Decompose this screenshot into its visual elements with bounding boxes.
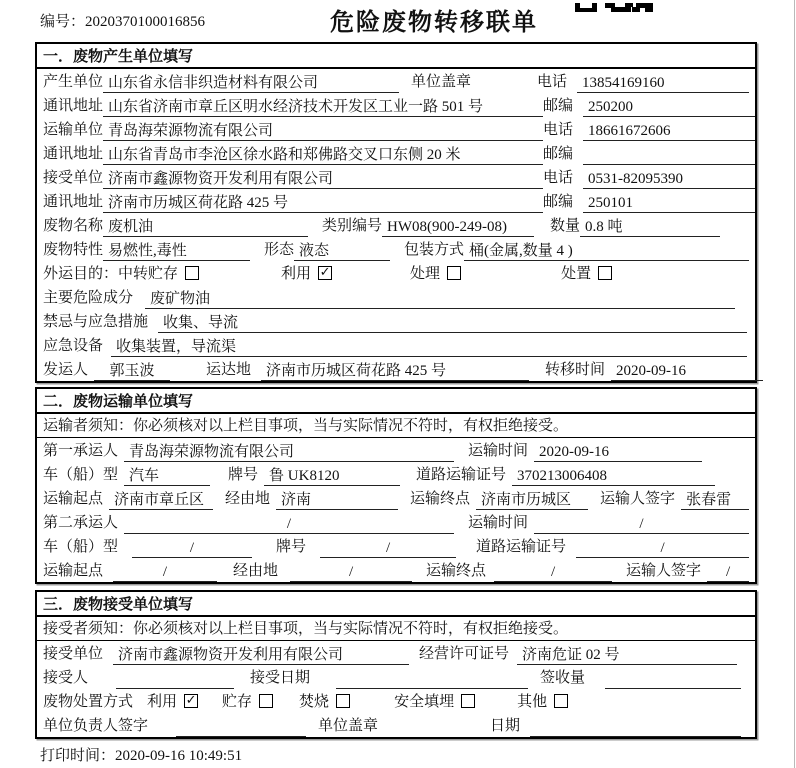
waste-character-row <box>37 237 755 261</box>
print-time <box>40 744 242 765</box>
quantity-label: 数量 <box>550 218 581 234</box>
second-vehicle-row <box>37 534 755 558</box>
via-value: / <box>290 562 412 582</box>
page-edge-divider <box>794 0 795 768</box>
purpose-option-treat <box>410 262 461 285</box>
checkbox-checked-icon: ✓ <box>185 692 197 708</box>
transport-end-label: 运输终点 <box>410 491 471 507</box>
received-amount-label: 签收量 <box>540 670 586 686</box>
transfer-time-label: 转移时间 <box>545 362 606 378</box>
purpose-option-transfer-storage <box>118 262 199 285</box>
leader-sign-row <box>37 713 755 737</box>
plate-number-value: / <box>320 538 456 558</box>
section-receiver <box>35 590 757 739</box>
transporter-row <box>37 117 755 141</box>
permit-number-value: 济南危证 02 号 <box>517 645 737 665</box>
packing-value: 桶(金属,数量 4 ) <box>464 241 749 261</box>
transporter-sign-label: 运输人签字 <box>600 491 676 507</box>
road-license-value: / <box>576 538 749 558</box>
date-label: 日期 <box>490 718 521 734</box>
road-license-value: 370213006408 <box>512 466 715 486</box>
transport-purpose-row <box>37 261 755 285</box>
accept-date-value <box>336 669 528 689</box>
transport-purpose-label: 外运目的： <box>43 266 119 282</box>
disposal-option-utilize <box>147 690 198 713</box>
producer-row <box>37 69 755 93</box>
address-label: 通讯地址 <box>43 194 104 210</box>
disposal-method-label: 废物处置方式 <box>43 694 134 710</box>
phone-label: 电话 <box>543 122 574 138</box>
category-code-value: HW08(900-249-08) <box>382 217 534 237</box>
transport-origin-value: 济南市章丘区 <box>109 490 213 510</box>
address-label: 通讯地址 <box>43 98 104 114</box>
disposal-option-landfill <box>394 690 475 713</box>
leader-sign-label: 单位负责人签字 <box>43 718 149 734</box>
transport-end-label: 运输终点 <box>426 563 487 579</box>
doc-number <box>40 10 205 31</box>
second-route-row <box>37 558 755 582</box>
accept-unit-row <box>37 641 755 665</box>
transporter-unit-value: 青岛海荣源物流有限公司 <box>103 121 543 141</box>
vehicle-type-label: 车（船）型 <box>43 467 119 483</box>
first-carrier-row <box>37 438 755 462</box>
transport-end-value: / <box>494 562 612 582</box>
receiver-unit-label: 接受单位 <box>43 170 104 186</box>
first-carrier-value: 青岛海荣源物流有限公司 <box>124 442 454 462</box>
transporter-unit-label: 运输单位 <box>43 122 104 138</box>
transporter-zip-value <box>583 145 755 165</box>
emergency-equipment-label: 应急设备 <box>43 338 104 354</box>
second-carrier-value: / <box>124 514 454 534</box>
date-value <box>530 717 741 737</box>
zip-label: 邮编 <box>543 146 574 162</box>
consignor-row <box>37 357 755 381</box>
acceptor-row <box>37 665 755 689</box>
receiver-unit-value: 济南市鑫源物资开发利用有限公司 <box>103 169 543 189</box>
taboo-measures-row <box>37 309 755 333</box>
doc-number-label: 编号： <box>40 14 86 30</box>
transporter-notice: 运输者须知：你必须核对以上栏目事项，当与实际情况不符时，有权拒绝接受。 <box>37 414 755 438</box>
transporter-sign-value: 张春雷 <box>681 490 749 510</box>
checkbox-icon <box>447 266 461 280</box>
emergency-equipment-value: 收集装置，导流渠 <box>111 337 747 357</box>
form-label: 形态 <box>264 242 295 258</box>
producer-unit-value: 山东省永信非织造材料有限公司 <box>103 73 399 93</box>
checkbox-icon <box>598 266 612 280</box>
acceptor-value <box>116 669 234 689</box>
transfer-time-value: 2020-09-16 <box>611 361 763 381</box>
plate-number-value: 鲁 UK8120 <box>264 466 400 486</box>
section-transporter <box>35 387 757 584</box>
qr-code-fragment-icon <box>575 0 653 9</box>
transporter-address-row <box>37 141 755 165</box>
producer-address-row <box>37 93 755 117</box>
acceptor-label: 接受人 <box>43 670 89 686</box>
leader-sign-value <box>176 717 306 737</box>
zip-label: 邮编 <box>543 194 574 210</box>
road-license-label: 道路运输证号 <box>476 539 567 555</box>
transporter-address-value: 山东省青岛市李沧区徐水路和郑佛路交叉口东侧 20 米 <box>103 145 543 165</box>
phone-label: 电话 <box>543 170 574 186</box>
second-carrier-label: 第二承运人 <box>43 515 119 531</box>
print-time-label: 打印时间： <box>40 748 116 764</box>
first-route-row <box>37 486 755 510</box>
consignor-label: 发运人 <box>43 362 89 378</box>
taboo-measures-label: 禁忌与应急措施 <box>43 314 149 330</box>
phone-label: 电话 <box>537 74 568 90</box>
transport-time-label: 运输时间 <box>468 443 529 459</box>
transport-origin-value: / <box>113 562 217 582</box>
purpose-option-label: 中转贮存 <box>118 266 179 282</box>
transporter-sign-value: / <box>707 562 749 582</box>
purpose-option-dispose <box>561 262 612 285</box>
disposal-option-label: 焚烧 <box>299 694 330 710</box>
accept-unit-label: 接受单位 <box>43 646 104 662</box>
hazard-component-label: 主要危险成分 <box>43 290 134 306</box>
transporter-sign-label: 运输人签字 <box>626 563 702 579</box>
receiver-phone-value: 0531-82095390 <box>583 169 755 189</box>
unit-seal-label: 单位盖章 <box>318 718 379 734</box>
producer-phone-value: 13854169160 <box>577 73 749 93</box>
purpose-option-label: 利用 <box>281 266 312 282</box>
via-label: 经由地 <box>233 563 279 579</box>
via-value: 济南 <box>276 490 398 510</box>
producer-unit-label: 产生单位 <box>43 74 104 90</box>
form-value: 液态 <box>294 241 390 261</box>
transport-end-value: 济南市历城区 <box>476 490 588 510</box>
waste-character-value: 易燃性,毒性 <box>103 241 250 261</box>
zip-label: 邮编 <box>543 98 574 114</box>
disposal-option-incinerate <box>299 690 350 713</box>
vehicle-type-value: / <box>132 538 252 558</box>
category-code-label: 类别编号 <box>322 218 383 234</box>
producer-address-value: 山东省济南市章丘区明水经济技术开发区工业一路 501 号 <box>103 97 543 117</box>
accept-unit-value: 济南市鑫源物资开发利用有限公司 <box>113 645 409 665</box>
packing-label: 包装方式 <box>404 242 465 258</box>
receiver-address-row <box>37 189 755 213</box>
plate-number-label: 牌号 <box>228 467 259 483</box>
section-producer <box>35 42 757 383</box>
taboo-measures-value: 收集、导流 <box>158 313 747 333</box>
disposal-option-label: 贮存 <box>222 694 253 710</box>
checkbox-icon <box>336 694 350 708</box>
disposal-option-storage <box>222 690 273 713</box>
page-title: 危险废物转移联单 <box>330 9 538 36</box>
checkbox-icon <box>554 694 568 708</box>
accept-date-label: 接受日期 <box>250 670 311 686</box>
section-receiver-title: 三．废物接受单位填写 <box>37 592 755 617</box>
producer-zip-value: 250200 <box>583 97 755 117</box>
receiver-notice: 接受者须知：你必须核对以上栏目事项，当与实际情况不符时，有权拒绝接受。 <box>37 617 755 641</box>
disposal-option-label: 利用 <box>147 694 178 710</box>
hazard-component-value: 废矿物油 <box>145 289 735 309</box>
checkbox-icon <box>185 266 199 280</box>
hazard-component-row <box>37 285 755 309</box>
via-label: 经由地 <box>225 491 271 507</box>
unit-seal-label: 单位盖章 <box>411 74 472 90</box>
receiver-row <box>37 165 755 189</box>
quantity-value: 0.8 吨 <box>580 217 720 237</box>
first-vehicle-row <box>37 462 755 486</box>
received-amount-value <box>605 669 741 689</box>
section-producer-title: 一．废物产生单位填写 <box>37 44 755 69</box>
destination-value: 济南市历城区荷花路 425 号 <box>261 361 529 381</box>
disposal-method-row <box>37 689 755 713</box>
checkbox-checked-icon: ✓ <box>319 264 331 280</box>
transporter-phone-value: 18661672606 <box>583 121 755 141</box>
transport-origin-label: 运输起点 <box>43 563 104 579</box>
waste-character-label: 废物特性 <box>43 242 104 258</box>
first-transport-time-value: 2020-09-16 <box>534 442 702 462</box>
plate-number-label: 牌号 <box>276 539 307 555</box>
permit-number-label: 经营许可证号 <box>419 646 510 662</box>
destination-label: 运达地 <box>206 362 252 378</box>
vehicle-type-value: 汽车 <box>124 466 210 486</box>
checkbox-icon <box>461 694 475 708</box>
disposal-option-other <box>517 690 568 713</box>
checkbox-icon <box>259 694 273 708</box>
waste-name-row <box>37 213 755 237</box>
road-license-label: 道路运输证号 <box>416 467 507 483</box>
emergency-equipment-row <box>37 333 755 357</box>
section-transporter-title: 二．废物运输单位填写 <box>37 389 755 414</box>
transport-origin-label: 运输起点 <box>43 491 104 507</box>
consignor-value: 郭玉波 <box>94 361 170 381</box>
first-carrier-label: 第一承运人 <box>43 443 119 459</box>
print-time-value: 2020-09-16 10:49:51 <box>115 748 243 764</box>
second-carrier-row <box>37 510 755 534</box>
waste-name-label: 废物名称 <box>43 218 104 234</box>
purpose-option-label: 处理 <box>410 266 441 282</box>
address-label: 通讯地址 <box>43 146 104 162</box>
disposal-option-label: 其他 <box>517 694 548 710</box>
transport-time-label: 运输时间 <box>468 515 529 531</box>
receiver-address-value: 济南市历城区荷花路 425 号 <box>103 193 543 213</box>
second-transport-time-value: / <box>534 514 749 534</box>
waste-name-value: 废机油 <box>103 217 308 237</box>
vehicle-type-label: 车（船）型 <box>43 539 119 555</box>
purpose-option-label: 处置 <box>561 266 592 282</box>
disposal-option-label: 安全填埋 <box>394 694 455 710</box>
purpose-option-utilize <box>281 262 332 285</box>
receiver-zip-value: 250101 <box>583 193 755 213</box>
doc-number-value: 2020370100016856 <box>85 14 206 30</box>
